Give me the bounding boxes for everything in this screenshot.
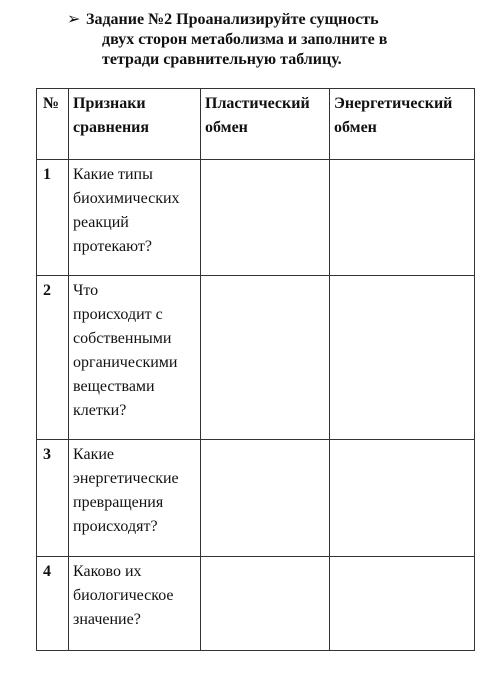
comparison-table (36, 88, 475, 651)
arrow-bullet-icon: ➢ (67, 11, 81, 28)
energy-answer-cell (330, 276, 475, 440)
row-number: 4 (37, 557, 69, 651)
plastic-answer-cell (201, 440, 330, 557)
task-line-3: тетради сравнительную таблицу. (102, 51, 342, 68)
header-criteria: Признаки сравнения (69, 89, 201, 160)
task-heading (67, 10, 486, 70)
row-question: Какие энергетические превращения происходят? (69, 440, 201, 557)
table-header-row (37, 89, 475, 160)
plastic-answer-cell (201, 160, 330, 276)
row-question: Какие типы биохимических реакций протекают? (69, 160, 201, 276)
energy-answer-cell (330, 440, 475, 557)
table-row (37, 440, 475, 557)
row-question: Каково их биологическое значение? (69, 557, 201, 651)
row-question: Что происходит с собственными органическими веществами клетки? (69, 276, 201, 440)
plastic-answer-cell (201, 557, 330, 651)
row-number: 1 (37, 160, 69, 276)
table-row (37, 160, 475, 276)
header-number: № (37, 89, 69, 160)
table-row (37, 557, 475, 651)
energy-answer-cell (330, 557, 475, 651)
row-number: 3 (37, 440, 69, 557)
row-number: 2 (37, 276, 69, 440)
task-line-1: Задание №2 Проанализируйте сущность (86, 11, 379, 28)
plastic-answer-cell (201, 276, 330, 440)
task-line-2: двух сторон метаболизма и заполните в (102, 31, 388, 48)
header-energy-exchange: Энергетический обмен (330, 89, 475, 160)
header-plastic-exchange: Пластический обмен (201, 89, 330, 160)
table-row (37, 276, 475, 440)
energy-answer-cell (330, 160, 475, 276)
